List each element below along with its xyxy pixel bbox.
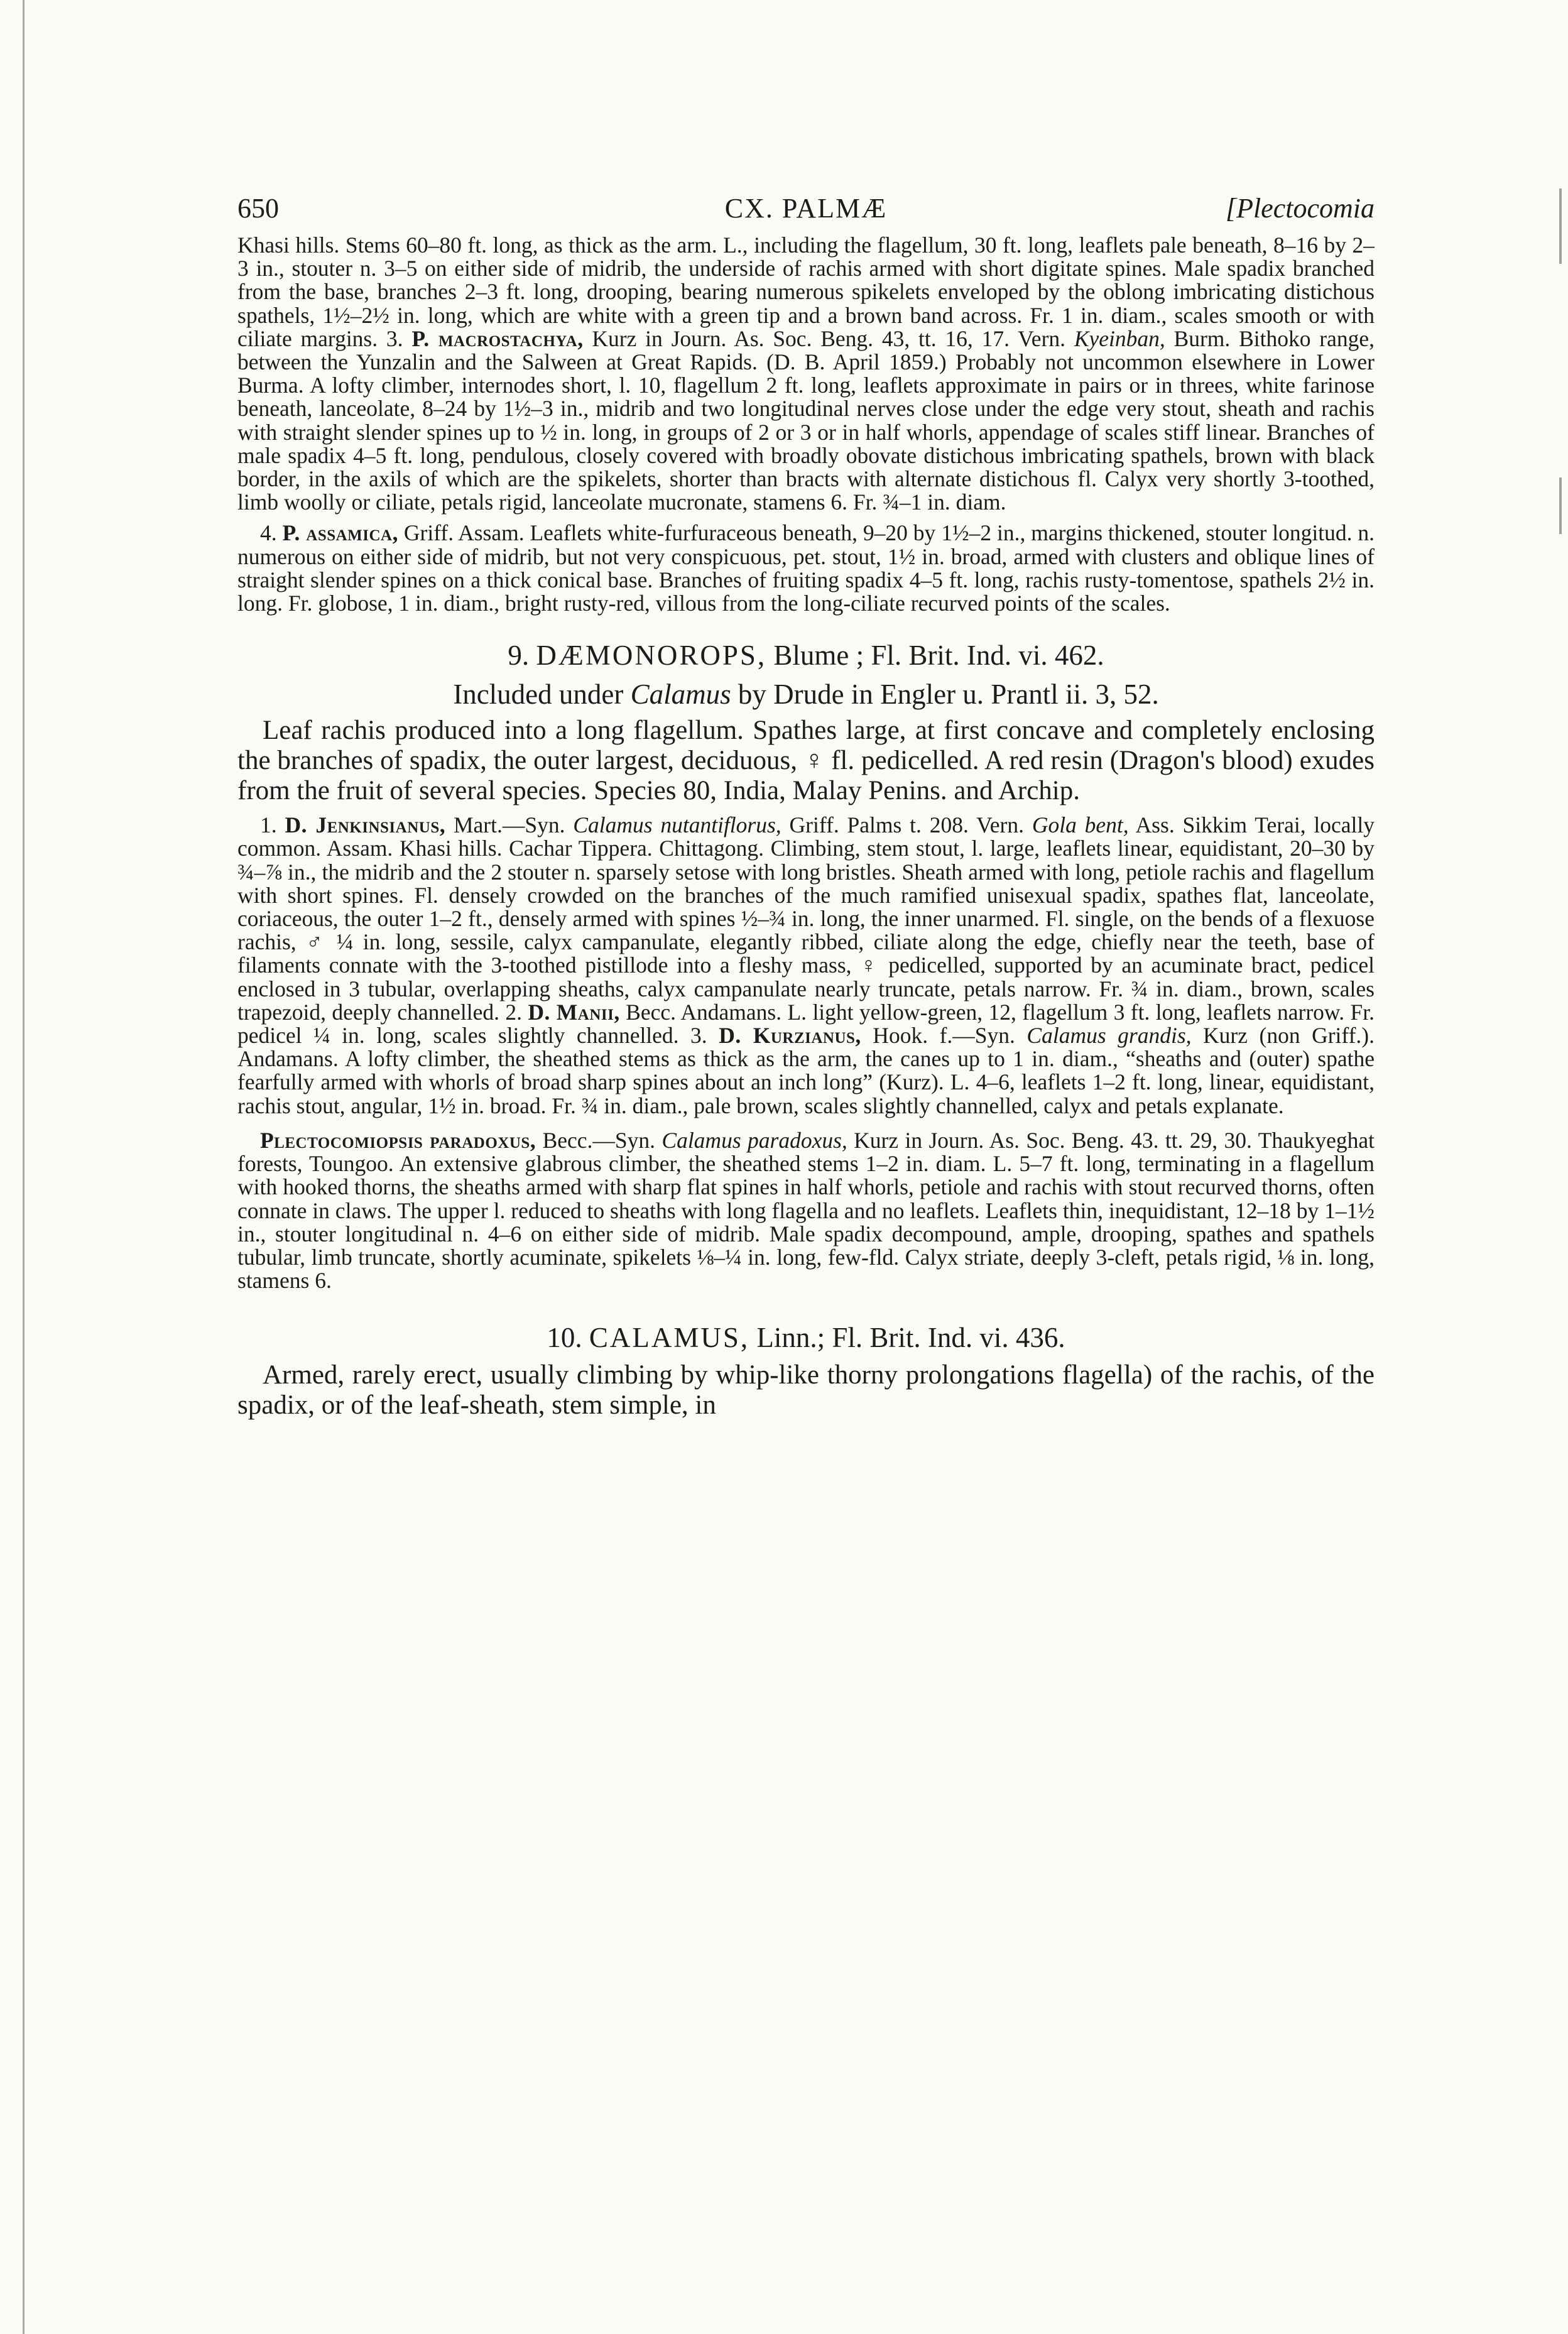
text-run: Griff. Palms t. 208. Vern.: [781, 812, 1032, 838]
text-run: Becc. Andamans. L. light yellow-green, 12, flagellum 3 ft. long, leaflets narrow. Fr. pedicel ¼ in. long, scales slightly channelled. 3.: [237, 999, 1375, 1049]
species-number: 4.: [260, 520, 283, 546]
species-name: Plectocomiopsis paradoxus,: [260, 1127, 536, 1153]
synonym-name: Calamus nutantiflorus,: [573, 812, 781, 838]
species-name: D. Manii,: [528, 999, 620, 1025]
genus-reference: Calamus: [630, 679, 731, 711]
text-run: Griff. Assam. Leaflets white-furfuraceous beneath, 9–20 by 1½–2 in., margins thickened, stouter longitud. n. numerous on either side of midrib, but not very conspicuous, pet. stout, 1½ in. broad, armed with clusters and oblique lines of straight slender spines on a thick conical base. Branches of fruiting spadix 4–5 ft. long, rachis rusty-tomentose, spathels 2½ in. long. Fr. globose, 1 in. diam., bright rusty-red, villous from the long-ciliate recurved points of the scales.: [237, 520, 1375, 616]
vernacular-name: Gola bent,: [1032, 812, 1129, 838]
binding-edge-line: [23, 0, 24, 2334]
paragraph-plectocomia-continued: [237, 234, 1375, 514]
vernacular-name: Kyeinban,: [1074, 325, 1165, 351]
text-run: Khasi hills. Stems 60–80 ft. long, as thick as the arm. L., including the flagellum, 30 ft. long, leaflets pale beneath, 8–16 by 2–3 in., stouter n. 3–5 on either side of midrib, the underside of rachis armed with short digitate spines. Male spadix branched from the base, branches 2–3 ft. long, drooping, bearing numerous spikelets enveloped by the oblong imbricating distichous spathels, 1½–2½ in. long, which are white with a green tip and a brown band across. Fr. 1 in. diam., scales smooth or with ciliate margins. 3.: [237, 232, 1375, 351]
genus-heading-daemonorops: [237, 639, 1375, 672]
synonym-name: Calamus grandis,: [1026, 1023, 1192, 1049]
genus-note: [237, 678, 1375, 711]
paragraph-plectocomiopsis: [237, 1129, 1375, 1292]
page-number: 650: [237, 193, 279, 224]
text-run: Mart.—Syn.: [445, 812, 574, 838]
genus-heading-calamus: [237, 1321, 1375, 1354]
genus-number: 9.: [508, 640, 536, 672]
paragraph-plectocomia-assamica: [237, 521, 1375, 615]
species-name: P. macrostachya,: [411, 325, 584, 351]
text-run: Kurz in Journ. As. Soc. Beng. 43, tt. 16, 17. Vern.: [583, 325, 1074, 351]
text-run: by Drude in Engler u. Prantl ii. 3, 52.: [731, 679, 1159, 711]
paragraph-daemonorops-species: [237, 814, 1375, 1118]
species-name: P. assamica,: [282, 520, 398, 546]
genus-ref: [Plectocomia: [1225, 193, 1375, 224]
running-head: [237, 192, 1375, 230]
species-name: D. Jenkinsianus,: [285, 812, 446, 838]
genus-description-calamus: Armed, rarely erect, usually climbing by whip-like thorny prolongations flagella) of the rachis, of the spadix, or of the leaf-sheath, stem simple, in: [237, 1360, 1375, 1421]
genus-description-daemonorops: Leaf rachis produced into a long flagellum. Spathes large, at first concave and completely enclosing the branches of spadix, the outer largest, deciduous, ♀ fl. pedicelled. A red resin (Dragon's blood) exudes from the fruit of several species. Species 80, India, Malay Penins. and Archip.: [237, 716, 1375, 806]
genus-name: DÆMONOROPS,: [536, 640, 767, 672]
synonym-name: Calamus paradoxus,: [662, 1127, 847, 1153]
book-page: [237, 192, 1375, 1421]
species-number: 1.: [260, 812, 285, 838]
text-run: Included under: [453, 679, 631, 711]
genus-authority: Blume ; Fl. Brit. Ind. vi. 462.: [766, 640, 1104, 672]
genus-number: 10.: [547, 1322, 589, 1354]
text-run: Ass. Sikkim Terai, locally common. Assam. Khasi hills. Cachar Tippera. Chittagong. Climbing, stem stout, l. large, leaflets linear, equidistant, 20–30 by ¾–⅞ in., the midrib and the 2 stouter n. sparsely setose with long bristles. Sheath armed with long, petiole rachis and flagellum with short spines. Fl. densely crowded on the branches of the much ramified unisexual spadix, spathes flat, lanceolate, coriaceous, the outer 1–2 ft., densely armed with spines ½–¾ in. long, the inner unarmed. Fl. single, on the bends of a flexuose rachis, ♂ ¼ in. long, sessile, calyx campanulate, elegantly ribbed, ciliate along the edge, chiefly near the teeth, base of filaments connate with the 3-toothed pistillode into a fleshy mass, ♀ pedicelled, supported by an acuminate bract, pedicel enclosed in 3 tubular, overlapping sheaths, calyx campanulate nearly truncate, petals narrow. Fr. ¾ in. diam., brown, scales trapezoid, deeply channelled. 2.: [237, 812, 1375, 1025]
genus-authority: Linn.; Fl. Brit. Ind. vi. 436.: [749, 1322, 1065, 1354]
edge-mark: [1559, 477, 1562, 534]
genus-name: CALAMUS,: [589, 1322, 750, 1354]
text-run: Hook. f.—Syn.: [861, 1023, 1027, 1049]
text-run: Kurz in Journ. As. Soc. Beng. 43. tt. 29, 30. Thaukyeghat forests, Toungoo. An extensive glabrous climber, the sheathed stems 1–2 in. diam. L. 5–7 ft. long, terminating in a flagellum with hooked thorns, the sheaths armed with sharp flat spines in half whorls, petiole and rachis with stout recurved thorns, often connate in claws. The upper l. reduced to sheaths with long flagella and no leaflets. Leaflets thin, inequidistant, 12–18 by 1–1½ in., stouter longitudinal n. 4–6 on either side of midrib. Male spadix decompound, ample, drooping, spathes and spathels tubular, limb truncate, shortly acuminate, spikelets ⅛–¼ in. long, few-fld. Calyx striate, deeply 3-cleft, petals rigid, ⅛ in. long, stamens 6.: [237, 1127, 1375, 1294]
text-run: Becc.—Syn.: [536, 1127, 662, 1153]
section-title: CX. PALMÆ: [724, 193, 888, 224]
edge-mark: [1559, 188, 1562, 264]
species-name: D. Kurzianus,: [719, 1023, 861, 1049]
text-run: Burm. Bithoko range, between the Yunzalin and the Salween at Great Rapids. (D. B. April 1859.) Probably not uncommon elsewhere in Lower Burma. A lofty climber, internodes short, l. 10, flagellum 2 ft. long, leaflets approximate in pairs or in threes, white farinose beneath, lanceolate, 8–24 by 1½–3 in., midrib and two longitudinal nerves close under the edge very stout, sheath and rachis with straight slender spines up to ½ in. long, in groups of 2 or 3 or in half whorls, appendage of scales stiff linear. Branches of male spadix 4–5 ft. long, pendulous, closely covered with broadly obovate distichous imbricating spathels, brown with black border, in the axils of which are the spikelets, shorter than bracts with alternate distichous fl. Calyx very shortly 3-toothed, limb woolly or ciliate, petals rigid, lanceolate mucronate, stamens 6. Fr. ¾–1 in. diam.: [237, 325, 1375, 515]
text-run: Kurz (non Griff.). Andamans. A lofty climber, the sheathed stems as thick as the arm, the canes up to 1 in. diam., “sheaths and (outer) spathe fearfully armed with whorls of broad sharp spines about an inch long” (Kurz). L. 4–6, leaflets 1–2 ft. long, linear, equidistant, rachis stout, angular, 1½ in. broad. Fr. ¾ in. diam., pale brown, scales slightly channelled, calyx and petals explanate.: [237, 1023, 1375, 1118]
